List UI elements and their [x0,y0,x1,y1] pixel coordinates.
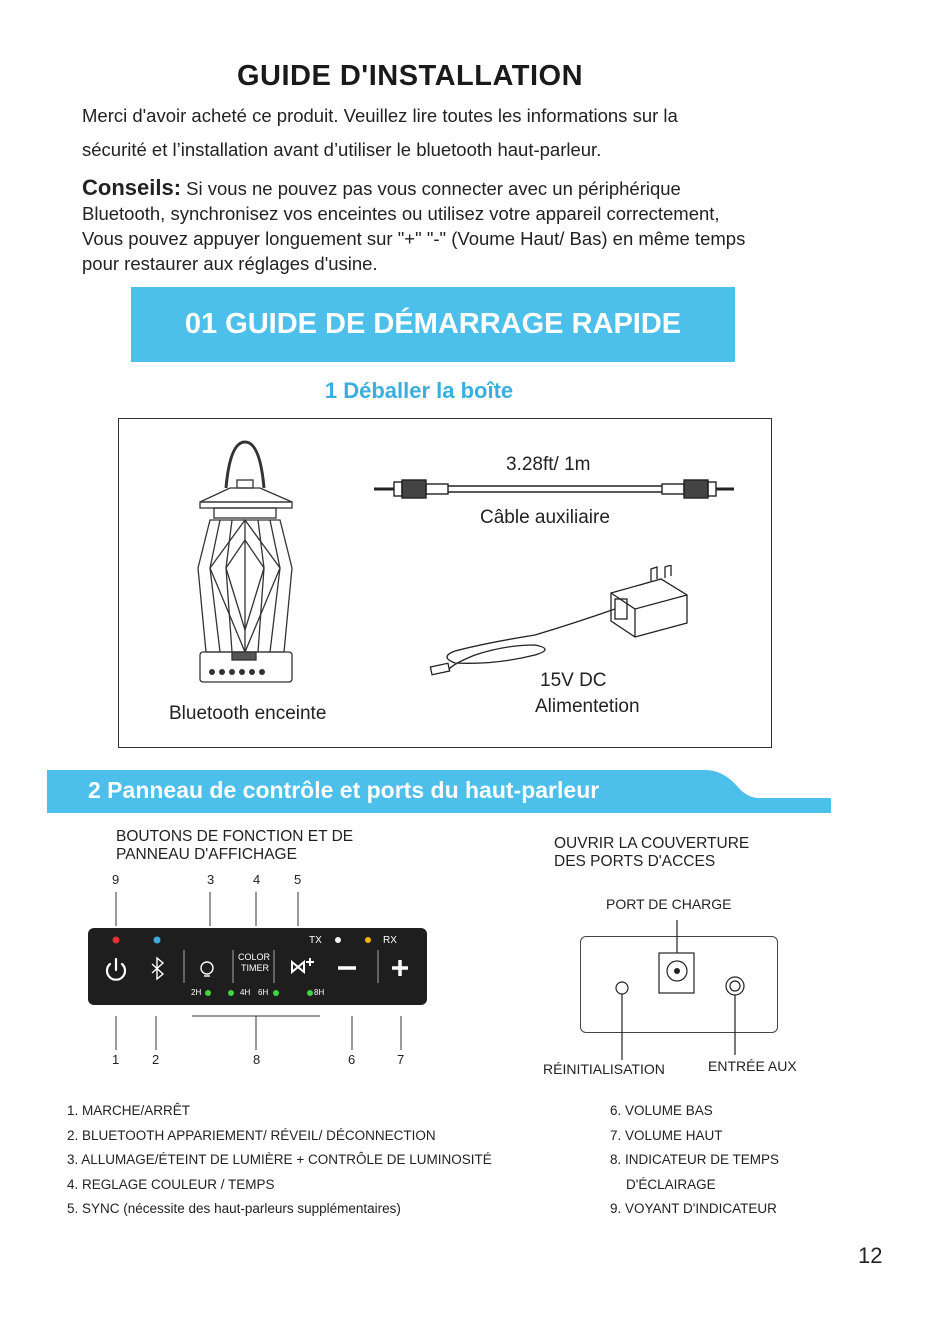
aux-cable-illustration [372,476,736,502]
quick-start-banner-text: 01 GUIDE DE DÉMARRAGE RAPIDE [184,308,682,340]
callout-5: 5 [294,872,302,887]
control-panel-banner-text: 2 Panneau de contrôle et ports du haut-parleur [88,777,600,803]
unbox-subtitle: 1 Déballer la boîte [324,378,514,403]
legend-item-5: 5. SYNC (nécessite des haut-parleurs supplémentaires) [67,1201,401,1216]
intro-line-2: sécurité et l’installation avant d’utiliser le bluetooth haut-parleur. [82,139,602,160]
charge-port-label: PORT DE CHARGE [606,896,732,912]
callout-3: 3 [207,872,215,887]
ports-graphics [580,915,780,1065]
reset-label: RÉINITIALISATION [543,1061,665,1077]
callout-7: 7 [397,1052,405,1067]
legend-item-2: 2. BLUETOOTH APPARIEMENT/ RÉVEIL/ DÉCONNECTION [67,1127,436,1143]
power-indicator-led [113,937,120,944]
aux-port [726,977,744,995]
quick-start-banner [131,287,735,362]
power-icon [107,959,125,980]
reset-button [616,982,628,994]
legend-item-6: 6. VOLUME BAS [610,1103,713,1118]
tips-paragraph [82,175,882,276]
light-bulb-icon [201,962,213,976]
legend-left [67,1099,492,1222]
timer-2h: 2H [191,988,202,997]
callout-1: 1 [112,1052,120,1067]
legend-item-9: 9. VOYANT D'INDICATEUR [610,1201,777,1216]
aux-input-label: ENTRÉE AUX [708,1058,797,1074]
legend-item-3: 3. ALLUMAGE/ÉTEINT DE LUMIÈRE + CONTRÔLE DE LUMINOSITÉ [67,1152,492,1167]
cable-label: Câble auxiliaire [480,507,610,528]
timer-6h: 6H [258,988,269,997]
timer-4h: 4H [240,988,251,997]
ports-heading-2: DES PORTS D'ACCES [554,853,716,870]
rx-led [365,937,371,943]
legend-item-7: 7. VOLUME HAUT [610,1127,723,1143]
tips-line-3: Vous pouvez appuyer longuement sur "+" "-" (Voume Haut/ Bas) en même temps [82,228,746,249]
callout-8: 8 [253,1052,261,1067]
buttons-heading-1: BOUTONS DE FONCTION ET DE [116,828,354,845]
callout-9: 9 [112,872,120,887]
speaker-label: Bluetooth enceinte [169,703,327,724]
callout-4: 4 [253,872,261,887]
sync-icon [292,958,314,972]
legend-item-4: 4. REGLAGE COULEUR / TEMPS [67,1176,275,1192]
timer-label: TIMER [241,963,269,973]
legend-item-1: 1. MARCHE/ARRÊT [67,1103,191,1118]
power-line-1: 15V DC [540,670,607,691]
callout-6: 6 [348,1052,356,1067]
rx-label: RX [383,935,397,946]
cable-length: 3.28ft/ 1m [506,454,591,475]
legend-item-8-cont: D'ÉCLAIRAGE [626,1176,716,1192]
tips-line-4: pour restaurer aux réglages d'usine. [82,253,378,274]
legend-item-8: 8. INDICATEUR DE TEMPS [610,1152,780,1167]
bluetooth-icon [152,958,163,979]
tx-led [335,937,341,943]
color-timer-label [238,952,270,974]
ports-heading-1: OUVRIR LA COUVERTURE [554,835,750,852]
callout-2: 2 [152,1052,160,1067]
color-label: COLOR [238,952,271,962]
legend-right [610,1099,779,1222]
tips-line-1: Si vous ne pouvez pas vous connecter avec un périphérique [181,178,681,199]
tips-label: Conseils: [82,175,182,200]
power-line-2: Alimentetion [535,696,640,717]
tips-line-2: Bluetooth, synchronisez vos enceintes ou utilisez votre appareil correctement, [82,203,720,224]
page-number: 12 [858,1243,883,1268]
page-title: GUIDE D'INSTALLATION [236,60,584,92]
buttons-heading-2: PANNEAU D'AFFICHAGE [116,846,297,863]
lantern-speaker-illustration [180,440,310,690]
intro-line-1: Merci d'avoir acheté ce produit. Veuillez lire toutes les informations sur la [82,105,678,126]
plus-icon [392,960,408,976]
timer-8h: 8H [314,988,325,997]
tx-label: TX [309,935,322,946]
bluetooth-indicator-led [154,937,161,944]
